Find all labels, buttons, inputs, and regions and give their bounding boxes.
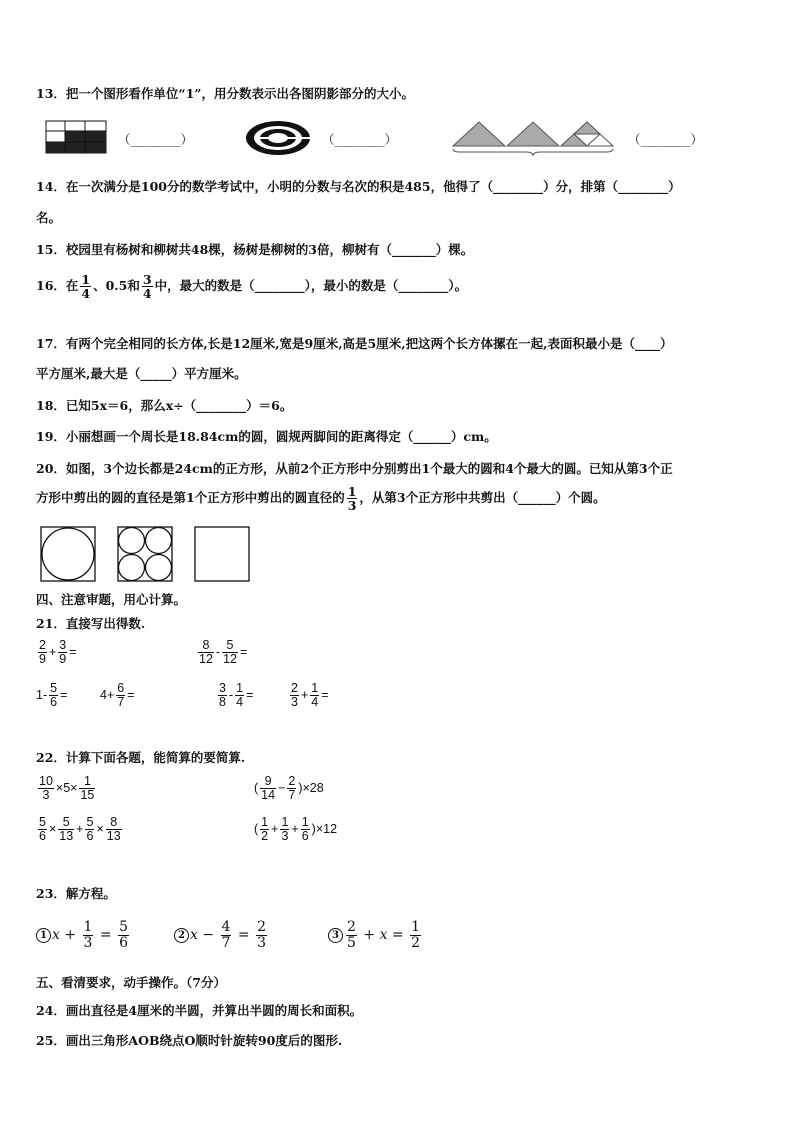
q17-text-1: 17．有两个完全相同的长方体,长是12厘米,宽是9厘米,高是5厘米,把这两个长方体摞在一起,表面积最小是（____） [36,336,673,351]
q16-fraction-2: $\frac{3}{4}$ [142,272,152,302]
q22-expr-2: ( $\frac{9}{14}$ − $\frac{2}{7}$ )×28 [254,774,324,803]
q21-expr-6: $\frac{2}{3}$ + $\frac{1}{4}$ = [291,681,329,710]
q21-title: 21．直接写出得数. [36,616,146,631]
q21-expr-4: 4+ $\frac{6}{7}$ = [100,681,135,710]
q13-blank-1[interactable]: （________） [118,132,194,147]
q25-text: 25．画出三角形AOB绕点O顺时针旋转90度后的图形. [36,1033,343,1048]
q13-grid-figure [45,120,107,154]
q16-mid: 、0.5和 [93,278,140,294]
q16-prefix: 16．在 [36,278,79,294]
q23-equation-3: 3 $\frac{2}{5}$ + x = $\frac{1}{2}$ [328,920,423,950]
section-5-title: 五、看清要求，动手操作。（7分） [36,975,226,990]
q13-text: 13．把一个图形看作单位“1”，用分数表示出各图阴影部分的大小。 [36,86,414,101]
q22-expr-4: ( $\frac{1}{2}$ + $\frac{1}{3}$ + $\frac{1}{6}$ )×12 [254,815,338,844]
q13-blank-2[interactable]: （________） [322,132,398,147]
q15-text: 15．校园里有杨树和柳树共48棵，杨树是柳树的3倍，柳树有（_______）棵。 [36,242,474,257]
q20-line-2 [36,485,606,512]
q19-text: 19．小丽想画一个周长是18.84cm的圆，圆规两脚间的距离得定（______）cm。 [36,429,497,444]
q21-expr-2: $\frac{8}{12}$ - $\frac{5}{12}$ = [199,638,248,667]
q21-expr-1: $\frac{2}{9}$ + $\frac{3}{9}$ = [39,638,77,667]
q16-fraction-1: $\frac{1}{4}$ [81,272,91,302]
q24-text: 24．画出直径是4厘米的半圆，并算出半圆的周长和面积。 [36,1003,363,1018]
q13-ring-figure [243,118,313,158]
q20-squares-figure [40,526,250,582]
q22-expr-3: $\frac{5}{6}$ × $\frac{5}{13}$ + $\frac{5}{6}$ × $\frac{8}{13}$ [39,815,121,844]
q22-expr-1: $\frac{10}{3}$ ×5× $\frac{1}{15}$ [39,774,95,803]
q17-text-2: 平方厘米,最大是（_____）平方厘米。 [36,366,247,381]
q16-line [36,273,467,300]
q16-suffix: 中，最大的数是（________），最小的数是（________）。 [154,278,468,294]
q20-fraction: $\frac{1}{3}$ [347,484,357,514]
q23-title: 23．解方程。 [36,886,116,901]
q22-title: 22．计算下面各题，能简算的要简算. [36,750,246,765]
q14-text-2: 名。 [36,210,62,225]
q20-text-1: 20．如图，3个边长都是24cm的正方形，从前2个正方形中分别剪出1个最大的圆和4个最大的圆。已知从第3个正 [36,461,673,476]
q18-text: 18．已知5x＝6，那么x÷（________）＝6。 [36,398,293,413]
q21-expr-3: 1- $\frac{5}{6}$ = [36,681,68,710]
q23-equation-1: 1 x + $\frac{1}{3}$ = $\frac{5}{6}$ [36,920,131,950]
q20-text-2a: 方形中剪出的圆的直径是第1个正方形中剪出的圆直径的 [36,490,345,506]
q14-text-1: 14．在一次满分是100分的数学考试中，小明的分数与名次的积是485，他得了（________）分，排第（________） [36,179,681,194]
q23-equation-2: 2 x − $\frac{4}{7}$ = $\frac{2}{3}$ [174,920,269,950]
q20-text-2b: ，从第3个正方形中共剪出（______）个圆。 [359,490,606,506]
q13-triangles-figure [450,118,614,158]
section-4-title: 四、注意审题，用心计算。 [36,592,187,607]
q21-expr-5: $\frac{3}{8}$ - $\frac{1}{4}$ = [219,681,254,710]
q13-blank-3[interactable]: （________） [628,132,704,147]
